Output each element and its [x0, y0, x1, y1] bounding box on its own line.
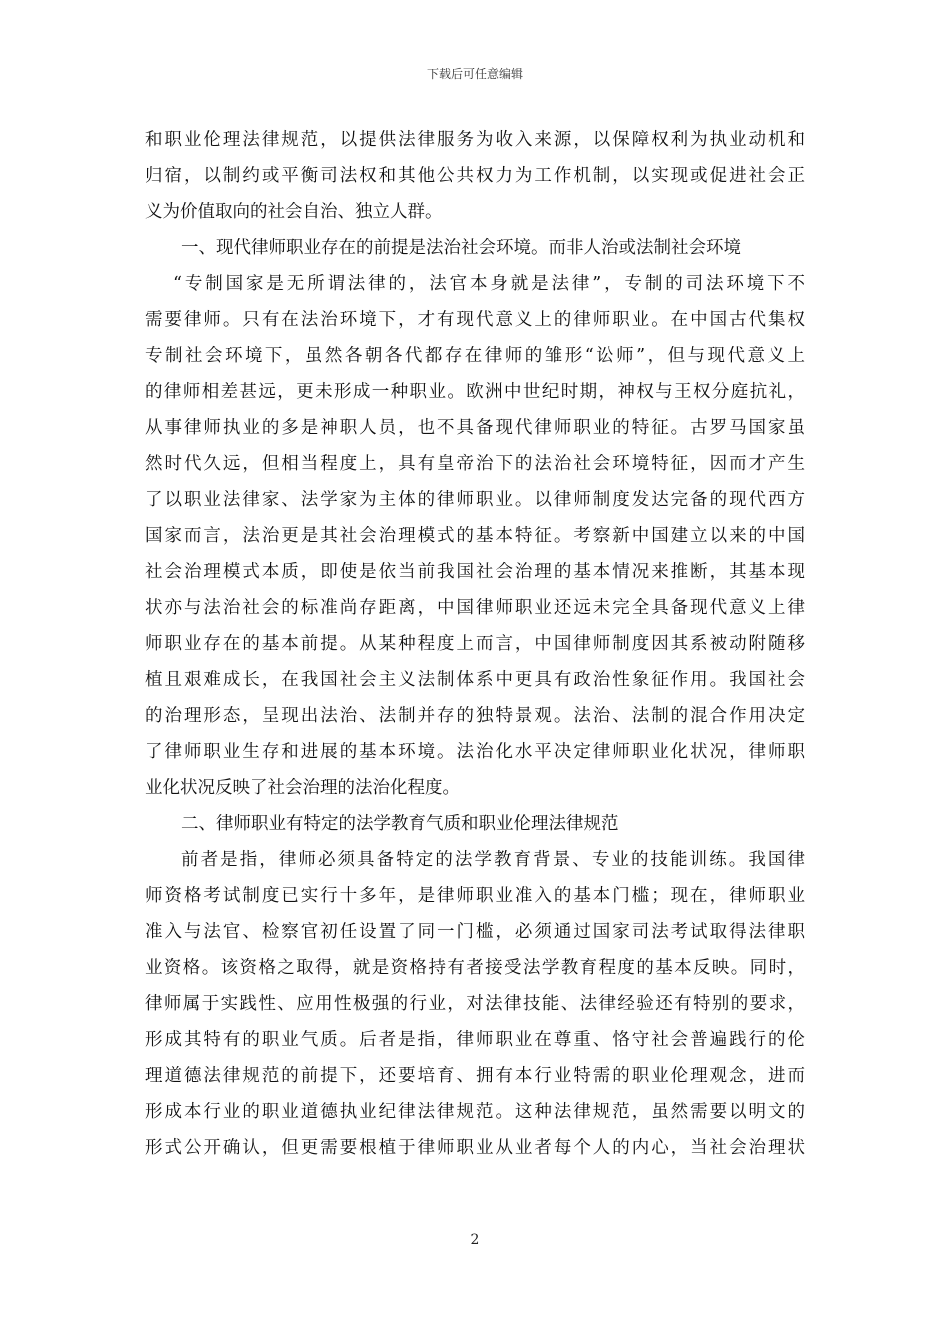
- text-line: 状亦与法治社会的标准尚存距离，中国律师职业还远未完全具备现代意义上律: [145, 598, 805, 618]
- text-line: 形成其特有的职业气质。后者是指，律师职业在尊重、恪守社会普遍践行的伦: [145, 1030, 805, 1050]
- text-line: 师资格考试制度已实行十多年，是律师职业准入的基本门槛；现在，律师职业: [145, 886, 805, 906]
- text-line: 社会治理模式本质，即使是依当前我国社会治理的基本情况来推断，其基本现: [145, 562, 805, 582]
- text-line: “专制国家是无所谓法律的，法官本身就是法律”，专制的司法环境下不: [173, 274, 805, 294]
- text-line: 然时代久远，但相当程度上，具有皇帝治下的法治社会环境特征，因而才产生: [145, 454, 805, 474]
- text-line: 了以职业法律家、法学家为主体的律师职业。以律师制度发达完备的现代西方: [145, 490, 805, 510]
- text-line: 归宿，以制约或平衡司法权和其他公共权力为工作机制，以实现或促进社会正: [145, 166, 805, 186]
- text-line: 需要律师。只有在法治环境下，才有现代意义上的律师职业。在中国古代集权: [145, 310, 805, 330]
- text-line: 的律师相差甚远，更未形成一种职业。欧洲中世纪时期，神权与王权分庭抗礼，: [145, 382, 805, 402]
- text-line: 律师属于实践性、应用性极强的行业，对法律技能、法律经验还有特别的要求，: [145, 994, 805, 1014]
- text-line: 业资格。该资格之取得，就是资格持有者接受法学教育程度的基本反映。同时，: [145, 958, 805, 978]
- text-line: 了律师职业生存和进展的基本环境。法治化水平决定律师职业化状况，律师职: [145, 742, 805, 762]
- text-line: 和职业伦理法律规范，以提供法律服务为收入来源，以保障权利为执业动机和: [145, 130, 805, 150]
- text-line: 一、现代律师职业存在的前提是法治社会环境。而非人治或法制社会环境: [181, 238, 741, 258]
- text-line: 国家而言，法治更是其社会治理模式的基本特征。考察新中国建立以来的中国: [145, 526, 805, 546]
- text-line: 理道德法律规范的前提下，还要培育、拥有本行业特需的职业伦理观念，进而: [145, 1066, 805, 1086]
- page-header: 下载后可任意编辑: [426, 67, 523, 81]
- text-line: 二、律师职业有特定的法学教育气质和职业伦理法律规范: [181, 814, 619, 834]
- page-number: 2: [470, 1232, 480, 1248]
- text-line: 前者是指，律师必须具备特定的法学教育背景、专业的技能训练。我国律: [181, 850, 805, 870]
- text-line: 义为价值取向的社会自治、独立人群。: [145, 202, 443, 222]
- text-line: 师职业存在的基本前提。从某种程度上而言，中国律师制度因其系被动附随移: [145, 634, 805, 654]
- text-line: 从事律师执业的多是神职人员，也不具备现代律师职业的特征。古罗马国家虽: [145, 418, 805, 438]
- text-line: 形式公开确认，但更需要根植于律师职业从业者每个人的内心，当社会治理状: [145, 1138, 805, 1158]
- document-body: [145, 122, 805, 1166]
- text-line: 专制社会环境下，虽然各朝各代都存在律师的雏形“讼师”，但与现代意义上: [145, 346, 805, 366]
- text-line: 形成本行业的职业道德执业纪律法律规范。这种法律规范，虽然需要以明文的: [145, 1102, 805, 1122]
- text-line: 准入与法官、检察官初任设置了同一门槛，必须通过国家司法考试取得法律职: [145, 922, 805, 942]
- text-line: 的治理形态，呈现出法治、法制并存的独特景观。法治、法制的混合作用决定: [145, 706, 805, 726]
- text-line: 业化状况反映了社会治理的法治化程度。: [145, 778, 460, 798]
- text-line: 植且艰难成长，在我国社会主义法制体系中更具有政治性象征作用。我国社会: [145, 670, 805, 690]
